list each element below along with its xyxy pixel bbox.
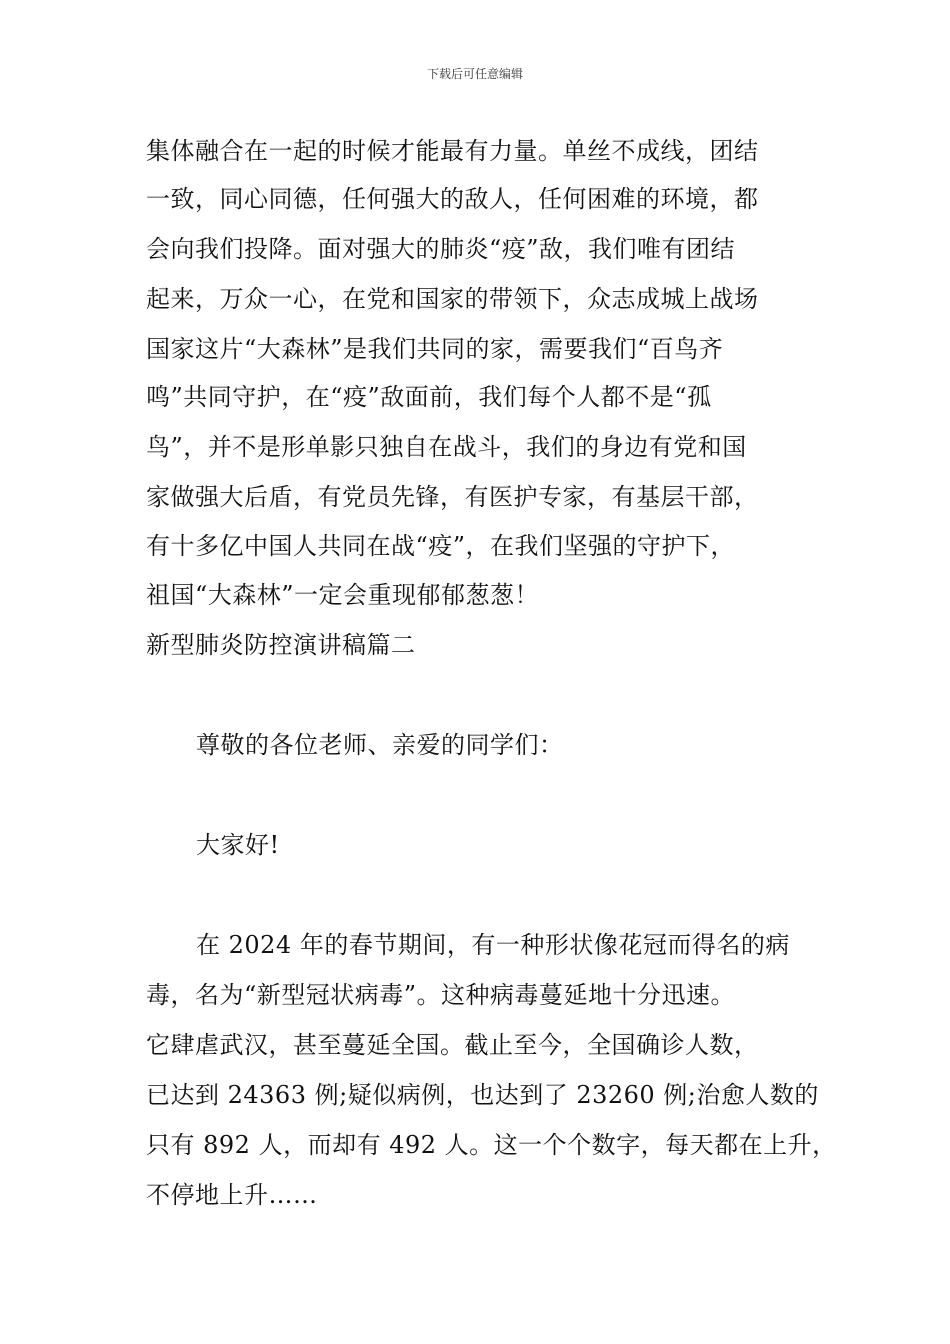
para2-line-5: 只有 892 人，而却有 492 人。这一个个数字，每天都在上升， — [146, 1131, 837, 1159]
para2-line-2: 毒，名为“新型冠状病毒”。这种病毒蔓延地十分迅速。 — [146, 981, 736, 1009]
para2-line-1: 在 2024 年的春节期间，有一种形状像花冠而得名的病 — [196, 931, 790, 959]
para1-line-6: 鸣”共同守护，在“疫”敌面前，我们每个人都不是“孤 — [146, 383, 712, 411]
para2-line-3: 它肆虐武汉，甚至蔓延全国。截止至今，全国确诊人数， — [146, 1031, 759, 1059]
para1-line-5: 国家这片“大森林”是我们共同的家，需要我们“百鸟齐 — [146, 335, 724, 363]
para2-line-4: 已达到 24363 例;疑似病例，也达到了 23260 例;治愈人数的 — [146, 1081, 819, 1109]
para1-line-8: 家做强大后盾，有党员先锋，有医护专家，有基层干部， — [146, 483, 759, 511]
para2-line-6: 不停地上升…… — [146, 1181, 318, 1209]
greeting: 尊敬的各位老师、亲爱的同学们： — [196, 731, 564, 759]
para1-line-9: 有十多亿中国人共同在战“疫”，在我们坚强的守护下， — [146, 532, 736, 560]
para1-line-3: 会向我们投降。面对强大的肺炎“疫”敌，我们唯有团结 — [146, 235, 736, 263]
hello: 大家好! — [196, 831, 280, 859]
para1-line-2: 一致，同心同德，任何强大的敌人，任何困难的环境，都 — [146, 185, 759, 213]
para1-line-1: 集体融合在一起的时候才能最有力量。单丝不成线，团结 — [146, 137, 759, 165]
para1-line-4: 起来，万众一心，在党和国家的带领下，众志成城上战场 — [146, 285, 759, 313]
para1-line-10: 祖国“大森林”一定会重现郁郁葱葱！ — [146, 581, 540, 609]
para1-line-7: 鸟”，并不是形单影只独自在战斗，我们的身边有党和国 — [146, 433, 747, 461]
section-title: 新型肺炎防控演讲稿篇二 — [146, 631, 416, 659]
page-header-note: 下载后可任意编辑 — [426, 67, 523, 81]
